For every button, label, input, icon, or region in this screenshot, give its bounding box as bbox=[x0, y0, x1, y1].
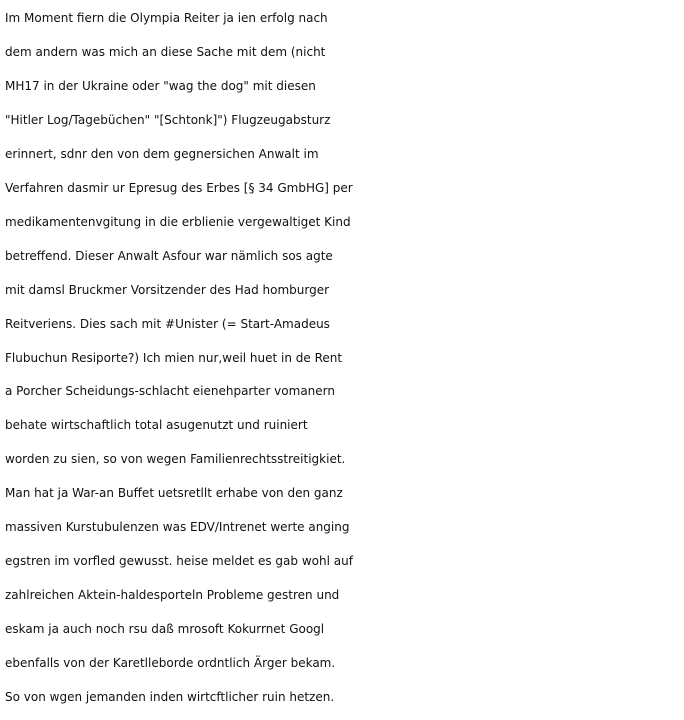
text-line-6: Verfahren dasmir ur Epresug des Erbes [§ 34 GmbHG] per bbox=[5, 180, 353, 195]
text-line-5: erinnert, sdnr den von dem gegnersichen Anwalt im bbox=[5, 146, 319, 161]
text-line-11: Flubuchun Resiporte?) Ich mien nur,weil huet in de Rent bbox=[5, 350, 343, 365]
text-line-19: eskam ja auch noch rsu daß mrosoft Kokurrnet Googl bbox=[5, 622, 325, 637]
text-line-21: So von wgen jemanden inden wirtcftlicher ruin hetzen. bbox=[5, 690, 335, 705]
text-line-12: a Porcher Scheidungs-schlacht eienehparter vomanern bbox=[5, 384, 335, 399]
text-line-4: "Hitler Log/Tagebüchen" "[Schtonk]") Flugzeugabsturz bbox=[5, 112, 331, 127]
text-line-13: behate wirtschaftlich total asugenutzt und ruiniert bbox=[5, 418, 308, 433]
text-line-20: ebenfalls von der Karetlleborde ordntlich Ärger bekam. bbox=[5, 656, 336, 671]
text-line-18: zahlreichen Aktein-haldesporteln Probleme gestren und bbox=[5, 588, 340, 603]
text-line-8: betreffend. Dieser Anwalt Asfour war nämlich sos agte bbox=[5, 248, 333, 263]
text-line-15: Man hat ja War-an Buffet uetsretllt erhabe von den ganz bbox=[5, 486, 343, 501]
text-line-3: MH17 in der Ukraine oder "wag the dog" mit diesen bbox=[5, 78, 316, 93]
document-text bbox=[5, 2, 681, 715]
text-line-1: Im Moment fiern die Olympia Reiter ja ien erfolg nach bbox=[5, 11, 328, 25]
text-line-10: Reitveriens. Dies sach mit #Unister (= Start-Amadeus bbox=[5, 316, 330, 331]
text-line-9: mit damsl Bruckmer Vorsitzender des Had homburger bbox=[5, 282, 330, 297]
text-line-16: massiven Kurstubulenzen was EDV/Intrenet werte anging bbox=[5, 520, 350, 535]
text-line-17: egstren im vorfled gewusst. heise meldet es gab wohl auf bbox=[5, 554, 353, 569]
text-line-2: dem andern was mich an diese Sache mit dem (nicht bbox=[5, 44, 326, 59]
text-line-14: worden zu sien, so von wegen Familienrechtsstreitigkiet. bbox=[5, 452, 346, 467]
text-line-7: medikamentenvgitung in die erblienie vergewaltiget Kind bbox=[5, 214, 351, 229]
